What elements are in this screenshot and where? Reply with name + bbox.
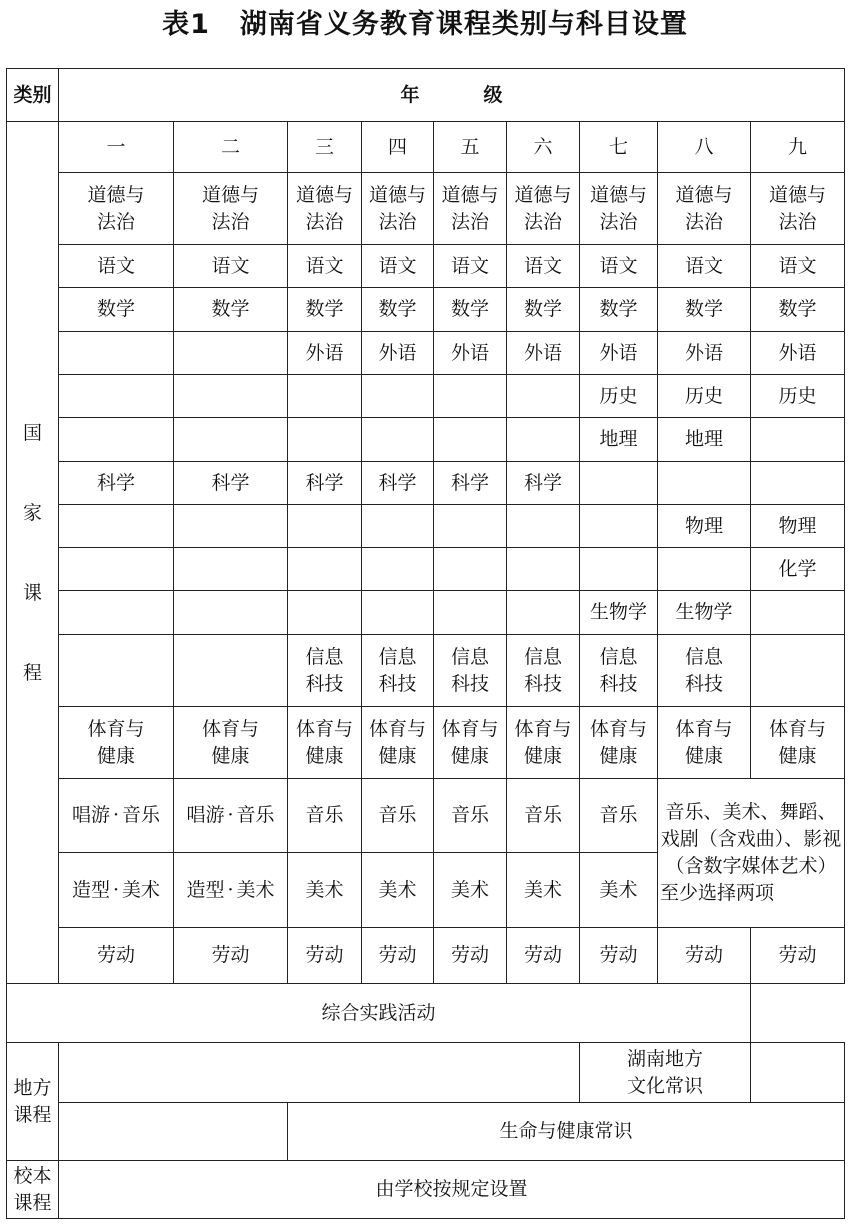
hunan-culture-cell: 湖南地方 文化常识 [580,1043,751,1103]
empty-cell [434,591,507,635]
table-title [0,0,850,52]
grade-8: 八 [658,122,751,173]
it-cell: 信息 科技 [658,635,751,707]
pe-cell: 体育与 健康 [288,707,362,779]
moral-cell: 道德与 法治 [59,173,174,245]
foreign-cell: 外语 [288,332,362,375]
physics-cell: 物理 [751,505,845,548]
art-cell: 美术 [362,853,434,928]
empty-cell [59,635,174,707]
moral-cell: 道德与 法治 [507,173,580,245]
grade-2: 二 [174,122,288,173]
labor-cell: 劳动 [362,928,434,984]
table-row-physics [7,505,845,548]
art-cell: 美术 [507,853,580,928]
empty-cell [751,635,845,707]
category-national-char: 程 [22,661,42,684]
music-low-cell: 唱游 · 音乐 [59,779,174,853]
science-cell: 科学 [507,462,580,505]
empty-cell [174,505,288,548]
moral-cell: 道德与 法治 [751,173,845,245]
empty-cell [59,418,174,462]
empty-cell [434,375,507,418]
math-cell: 数学 [362,288,434,332]
moral-cell: 道德与 法治 [174,173,288,245]
school-cell: 由学校按规定设置 [59,1161,845,1219]
biology-cell: 生物学 [658,591,751,635]
music-low-cell: 唱游 · 音乐 [174,779,288,853]
category-local-line: 地方 [13,1076,52,1099]
empty-cell [507,505,580,548]
category-national [7,122,59,984]
science-cell: 科学 [434,462,507,505]
empty-cell [174,375,288,418]
empty-cell [434,418,507,462]
table-row-school [7,1161,845,1219]
pe-cell: 体育与 健康 [174,707,288,779]
empty-cell [362,591,434,635]
empty-cell [362,548,434,591]
empty-cell [507,418,580,462]
category-local [7,1043,59,1161]
chinese-cell: 语文 [751,245,845,288]
grade-3: 三 [288,122,362,173]
empty-cell [288,548,362,591]
empty-cell [751,418,845,462]
empty-cell [174,635,288,707]
pe-cell: 体育与 健康 [362,707,434,779]
empty-cell [751,462,845,505]
empty-cell [507,375,580,418]
foreign-cell: 外语 [507,332,580,375]
math-cell: 数学 [288,288,362,332]
art-cell: 美术 [434,853,507,928]
table-title-text: 湖南省义务教育课程类别与科目设置 [239,9,688,40]
it-cell: 信息 科技 [507,635,580,707]
grade-1: 一 [59,122,174,173]
empty-cell [174,332,288,375]
table-row-local-health [7,1103,845,1161]
geography-cell: 地理 [580,418,658,462]
grade-7: 七 [580,122,658,173]
it-cell: 信息 科技 [580,635,658,707]
table-row-music [7,779,845,853]
foreign-cell: 外语 [580,332,658,375]
geography-cell: 地理 [658,418,751,462]
grade-header-char-2: 级 [483,83,503,106]
grade-9: 九 [751,122,845,173]
moral-cell: 道德与 法治 [434,173,507,245]
music-cell: 音乐 [288,779,362,853]
foreign-cell: 外语 [658,332,751,375]
empty-cell [362,505,434,548]
foreign-cell: 外语 [362,332,434,375]
empty-cell [59,1043,580,1103]
category-school [7,1161,59,1219]
it-cell: 信息 科技 [362,635,434,707]
empty-cell [362,418,434,462]
labor-cell: 劳动 [751,928,845,984]
empty-cell [288,418,362,462]
foreign-cell: 外语 [434,332,507,375]
chinese-cell: 语文 [658,245,751,288]
art-low-cell: 造型 · 美术 [174,853,288,928]
empty-cell [580,505,658,548]
grade-header [59,69,845,122]
empty-cell [434,548,507,591]
music-cell: 音乐 [507,779,580,853]
pe-cell: 体育与 健康 [434,707,507,779]
empty-cell [59,505,174,548]
chemistry-cell: 化学 [751,548,845,591]
labor-cell: 劳动 [658,928,751,984]
category-school-line: 校本 [13,1164,52,1187]
math-cell: 数学 [434,288,507,332]
curriculum-table [6,68,845,1219]
labor-cell: 劳动 [580,928,658,984]
labor-cell: 劳动 [59,928,174,984]
empty-cell [580,548,658,591]
chinese-cell: 语文 [580,245,658,288]
science-cell: 科学 [362,462,434,505]
moral-cell: 道德与 法治 [362,173,434,245]
table-row-grades [7,122,845,173]
chinese-cell: 语文 [288,245,362,288]
art-low-cell: 造型 · 美术 [59,853,174,928]
labor-cell: 劳动 [288,928,362,984]
table-row-chinese [7,245,845,288]
category-school-line: 课程 [13,1191,52,1214]
empty-cell [59,375,174,418]
history-cell: 历史 [751,375,845,418]
empty-cell [658,462,751,505]
math-cell: 数学 [174,288,288,332]
empty-cell [751,591,845,635]
art-cell: 美术 [580,853,658,928]
empty-cell [507,591,580,635]
music-cell: 音乐 [362,779,434,853]
science-cell: 科学 [174,462,288,505]
chinese-cell: 语文 [434,245,507,288]
category-local-line: 课程 [13,1103,52,1126]
physics-cell: 物理 [658,505,751,548]
grade-5: 五 [434,122,507,173]
empty-cell [434,505,507,548]
chinese-cell: 语文 [507,245,580,288]
pe-cell: 体育与 健康 [751,707,845,779]
chinese-cell: 语文 [174,245,288,288]
music-cell: 音乐 [580,779,658,853]
table-row-geography [7,418,845,462]
science-cell: 科学 [59,462,174,505]
labor-cell: 劳动 [434,928,507,984]
empty-cell [59,1103,288,1161]
category-national-char: 国 [22,421,42,444]
history-cell: 历史 [580,375,658,418]
health-cell: 生命与健康常识 [288,1103,845,1161]
science-cell: 科学 [288,462,362,505]
moral-cell: 道德与 法治 [658,173,751,245]
table-row-science [7,462,845,505]
it-cell: 信息 科技 [434,635,507,707]
table-row-foreign [7,332,845,375]
header-row [7,69,845,122]
table-row-pe [7,707,845,779]
pe-cell: 体育与 健康 [580,707,658,779]
table-row-history [7,375,845,418]
biology-cell: 生物学 [580,591,658,635]
empty-cell [288,591,362,635]
music-cell: 音乐 [434,779,507,853]
category-national-char: 家 [22,501,42,524]
labor-cell: 劳动 [507,928,580,984]
moral-cell: 道德与 法治 [288,173,362,245]
table-row-math [7,288,845,332]
grade-header-char-1: 年 [400,83,420,106]
grade-6: 六 [507,122,580,173]
empty-cell [174,591,288,635]
math-cell: 数学 [59,288,174,332]
category-header: 类别 [7,69,59,122]
empty-cell [174,548,288,591]
table-row-chemistry [7,548,845,591]
empty-cell [580,462,658,505]
practice-cell: 综合实践活动 [7,984,751,1043]
table-row-biology [7,591,845,635]
empty-cell [59,548,174,591]
chinese-cell: 语文 [362,245,434,288]
it-cell: 信息 科技 [288,635,362,707]
pe-cell: 体育与 健康 [658,707,751,779]
empty-cell [658,548,751,591]
chinese-cell: 语文 [59,245,174,288]
art-cell: 美术 [288,853,362,928]
empty-cell [59,591,174,635]
table-row-local-culture [7,1043,845,1103]
pe-cell: 体育与 健康 [507,707,580,779]
empty-cell [288,375,362,418]
table-row-labor [7,928,845,984]
moral-cell: 道德与 法治 [580,173,658,245]
empty-cell [59,332,174,375]
history-cell: 历史 [658,375,751,418]
empty-cell [288,505,362,548]
math-cell: 数学 [580,288,658,332]
pe-cell: 体育与 健康 [59,707,174,779]
empty-cell [751,1043,845,1103]
table-row-moral [7,173,845,245]
labor-cell: 劳动 [174,928,288,984]
empty-cell [174,418,288,462]
math-cell: 数学 [658,288,751,332]
arts-elective-cell: 音乐、美术、舞蹈、戏剧（含戏曲）、影视（含数字媒体艺术）至少选择两项 [658,779,845,928]
table-row-it [7,635,845,707]
math-cell: 数学 [507,288,580,332]
empty-cell [362,375,434,418]
empty-cell [507,548,580,591]
table-row-practice [7,984,845,1043]
table-number: 表1 [162,9,210,40]
math-cell: 数学 [751,288,845,332]
foreign-cell: 外语 [751,332,845,375]
category-national-char: 课 [22,581,42,604]
grade-4: 四 [362,122,434,173]
